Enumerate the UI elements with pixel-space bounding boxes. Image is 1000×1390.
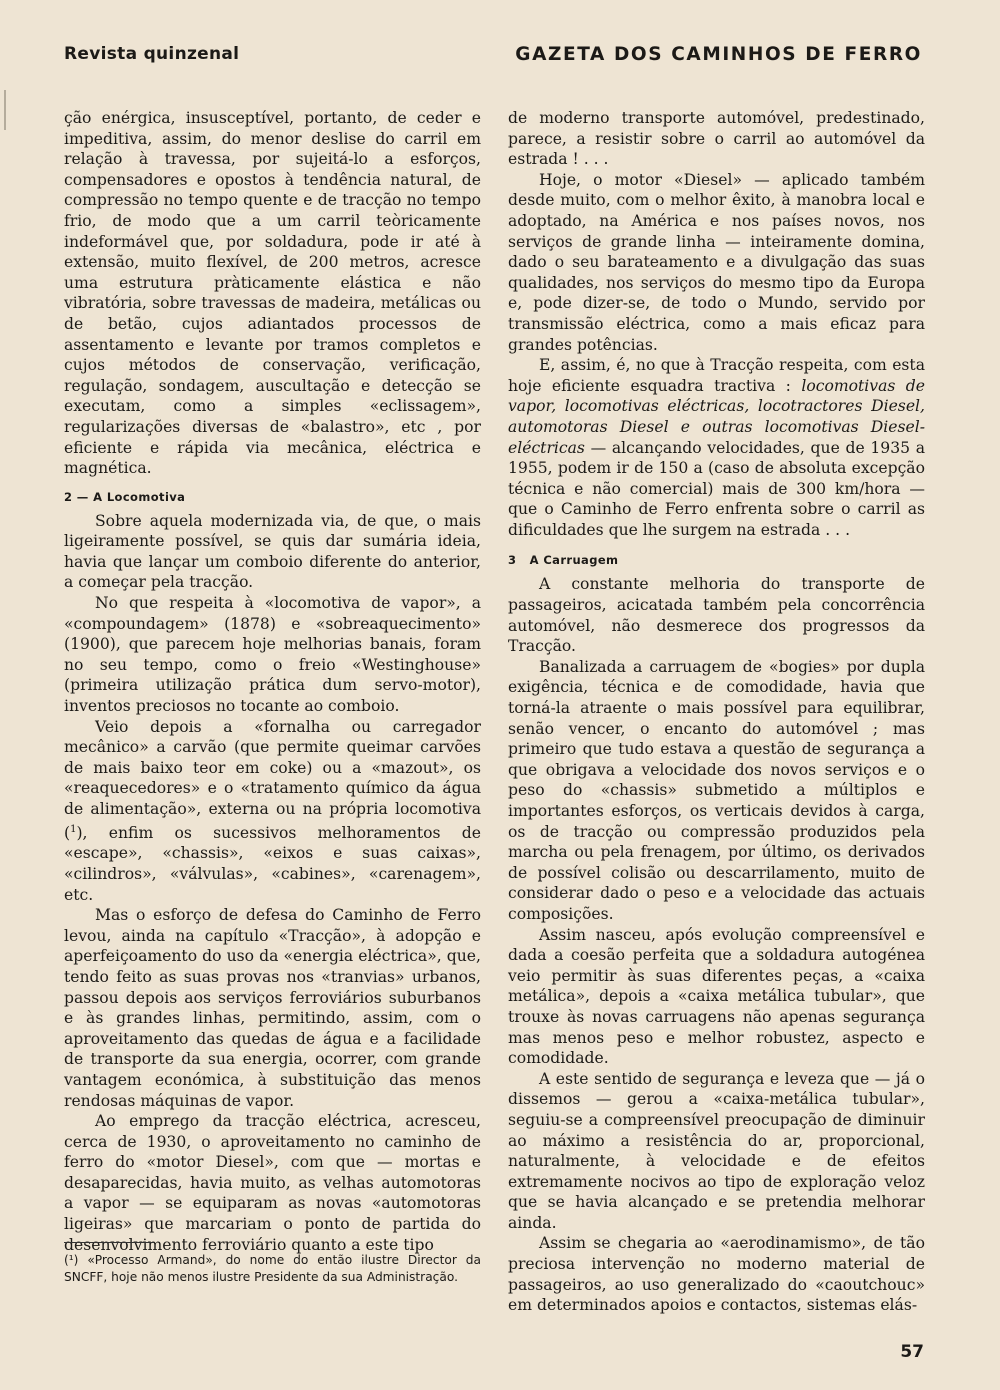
paragraph (64, 717, 481, 906)
paragraph-text: E, assim, é, no que à Tracção respeita, com esta hoje eficiente esquadra tractiva : (508, 356, 925, 395)
paragraph: Hoje, o motor «Diesel» — aplicado também desde muito, com o melhor êxito, à manobra local e adoptado, na América e nos países novos, nos serviços de grande linha — inteiramente domina, dado o seu barateamento e a divulgação das suas qualidades, nos serviços do mesmo tipo da Europa e, pode dizer-se, de todo o Mundo, servido por transmissão eléctrica, como a mais eficaz para grandes potências. (508, 170, 925, 354)
paragraph: Sobre aquela modernizada via, de que, o mais ligeiramente possível, se quis dar sumária ideia, havia que lançar um comboio diferente do anterior, a começar pela tracção. (64, 511, 481, 592)
paragraph: Assim se chegaria ao «aerodinamismo», de tão preciosa intervenção no moderno material de passageiros, ao uso generalizado do «caoutchouc» em determinados apoios e contactos, sistemas elás- (508, 1234, 925, 1315)
left-column (64, 108, 481, 1255)
header-left-title: Revista quinzenal (64, 44, 240, 64)
footnote-ref: 1 (70, 823, 77, 835)
italic-text: locomotivas de vapor, locomotivas eléctricas, locotractores Diesel, automotoras Diesel e outras locomotivas Diesel-eléctricas (508, 376, 926, 457)
paragraph: A este sentido de segurança e leveza que — já o dissemos — gerou a «caixa-metálica tubular», seguiu-se a compreensível preocupação de diminuir ao máximo a resistência do ar, proporcional, naturalmente, à velocidade e de efeitos extremamente nocivos ao tipo de exploração veloz que se havia alcançado e se pretendia melhorar ainda. (508, 1069, 925, 1232)
paragraph (508, 355, 925, 540)
paragraph: A constante melhoria do transporte de passageiros, acicatada também pela concorrência automóvel, não desmerece dos progressos da Tracção. (508, 575, 925, 656)
footnote: (¹) «Processo Armand», do nome do então ilustre Director da SNCFF, hoje não menos ilustre Presidente da sua Administração. (64, 1253, 481, 1284)
paragraph-text: ), enfim os sucessivos melhoramentos de «escape», «chassis», «eixos e suas caixas», «cilindros», «válvulas», «cabines», «carenagem», etc. (64, 823, 481, 904)
paragraph: Mas o esforço de defesa do Caminho de Ferro levou, ainda na capítulo «Tracção», à adopção e aperfeiçoamento do uso da «energia eléctrica», que, tendo feito as suas provas nos «tranvias» urbanos, passou depois aos serviços ferroviários suburbanos e às grandes linhas, permitindo, assim, com o aproveitamento das quedas de água e a facilidade de transporte da sua energia, ocorrer, com grande vantagem económica, à substituição das menos rendosas máquinas de vapor. (64, 906, 481, 1110)
paragraph: Banalizada a carruagem de «bogies» por dupla exigência, técnica e de comodidade, havia que torná-la atraente o mais possível para equilibrar, senão vencer, o encanto do automóvel ; mas primeiro que tudo estava a questão de segurança a que obrigava a velocidade dos novos serviços e o peso do «chassis» submetido a múltiplos e importantes esforços, os verticais devidos à carga, os de tracção ou compressão produzidos pela marcha ou pela frenagem, por último, os derivados de possível colisão ou descarrilamento, muito de considerar dado o peso e a velocidade das actuais composições. (508, 657, 925, 923)
paragraph: No que respeita à «locomotiva de vapor», a «compoundagem» (1878) e «sobreaquecimento» (1900), que parecem hoje melhorias banais, foram no seu tempo, como o freio «Westinghouse» (primeira utilização prática dum servo-motor), inventos preciosos no tocante ao comboio. (64, 594, 481, 716)
paragraph-text: — alcançando velocidades, que de 1935 a 1955, podem ir de 150 a (caso de absoluta excepção técnica e não comercial) mais de 300 km/hora — que o Caminho de Ferro enfrenta sobre o carril as dificuldades que lhe surgem na estrada . . . (508, 438, 925, 539)
right-column (508, 108, 925, 1316)
paragraph: ção enérgica, insusceptível, portanto, de ceder e impeditiva, assim, do menor deslise do carril em relação à travessa, por sujeitá-lo a esforços, compensadores e opostos à tendência natural, de compressão no tempo quente e de tracção no tempo frio, de modo que a um carril teòricamente indeformável que, por soldadura, pode ir até à extensão, muito flexível, de 200 metros, acresce uma estrutura pràticamente elástica e não vibratória, sobre travessas de madeira, metálicas ou de betão, cujos adiantados processos de assentamento e levante por tramos completos e cujos métodos de conservação, verificação, regulação, sondagem, auscultação e detecção se executam, como a simples «eclissagem», regularizações diversas de «balastro», etc , por eficiente e rápida via mecânica, eléctrica e magnética. (64, 109, 481, 478)
binding-edge-line (4, 90, 6, 130)
paragraph: Ao emprego da tracção eléctrica, acresceu, cerca de 1930, o aproveitamento no caminho de ferro do «motor Diesel», com que — mortas e desaparecidas, havia muito, as velhas automotoras a vapor — se equiparam as novas «automotoras ligeiras» que marcariam o ponto de partida do desenvolvimento ferroviário quanto a este tipo (64, 1112, 481, 1254)
section-heading: 2 — A Locomotiva (64, 489, 186, 504)
paragraph-text: Veio depois a «fornalha ou carregador mecânico» a carvão (que permite queimar carvões de mais baixo teor em coke) ou a «mazout», os «reaquecedores» e o «tratamento químico da água de alimentação», externa ou na própria locomotiva ( (64, 717, 481, 842)
header-right-title: GAZETA DOS CAMINHOS DE FERRO (515, 44, 922, 65)
paragraph: Assim nasceu, após evolução compreensível e dada a coesão perfeita que a soldadura autogénea veio permitir às suas diferentes peças, a «caixa metálica», depois a «caixa metálica tubular», que trouxe às novas carruagens não apenas segurança mas menos peso e melhor robustez, aspecto e comodidade. (508, 925, 925, 1068)
footnote-divider (64, 1242, 154, 1243)
page-number: 57 (900, 1342, 924, 1362)
section-heading: 3 A Carruagem (508, 553, 619, 568)
paragraph: de moderno transporte automóvel, predestinado, parece, a resistir sobre o carril ao automóvel da estrada ! . . . (508, 109, 925, 169)
